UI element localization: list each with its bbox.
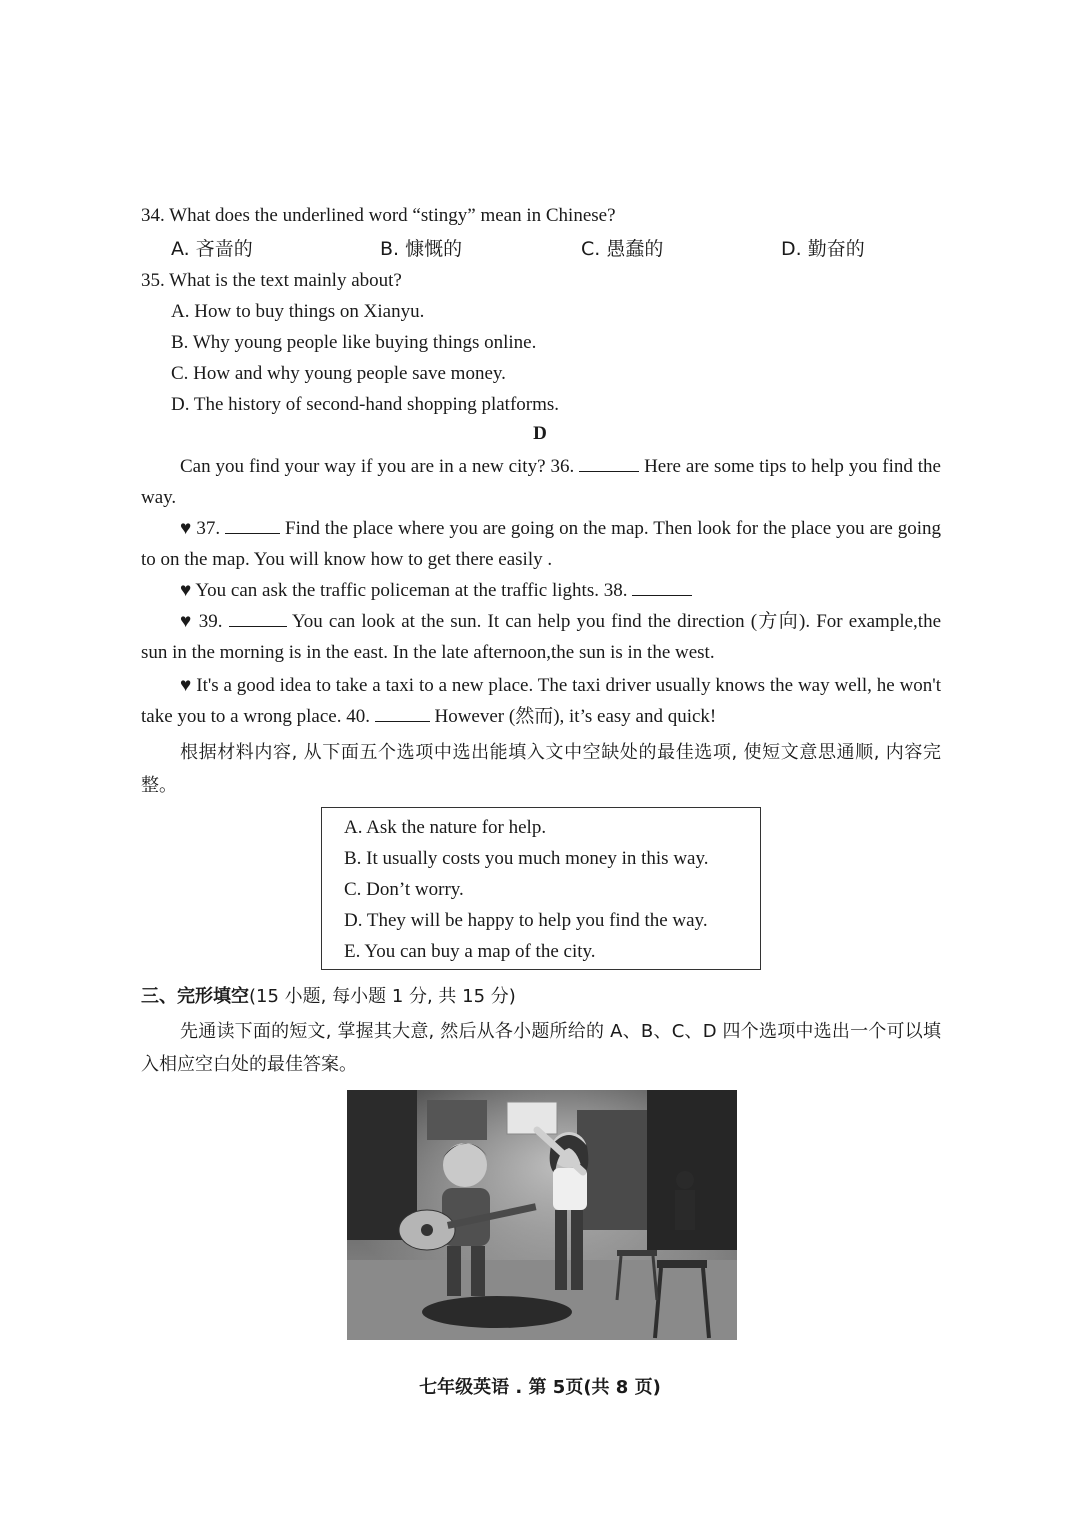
question-34-option-c: C. 愚蠢的	[581, 238, 664, 260]
question-35-stem: 35. What is the text mainly about?	[141, 270, 402, 291]
section-3-instruction: 先通读下面的短文, 掌握其大意, 然后从各小题所给的 A、B、C、D 四个选项中选出一个可以填入相应空白处的最佳答案。	[141, 1021, 941, 1075]
section-3-title: 三、完形填空	[141, 986, 249, 1007]
page-footer: 七年级英语 . 第 5页(共 8 页)	[419, 1377, 661, 1398]
question-35-option-c: C. How and why young people save money.	[171, 363, 506, 384]
paragraph-3-text-a: ♥ You can ask the traffic policeman at the traffic lights. 38.	[180, 580, 628, 601]
illustration-street-musicians	[347, 1090, 737, 1340]
question-35-option-a: A. How to buy things on Xianyu.	[171, 301, 425, 322]
option-box-item-d: D. They will be happy to help you find the way.	[344, 910, 708, 931]
paragraph-1-text-b: Here are some tips to help you find the way.	[141, 456, 941, 508]
section-3-scoring: (15 小题, 每小题 1 分, 共 15 分)	[249, 986, 516, 1007]
question-34-stem: 34. What does the underlined word “stingy” mean in Chinese?	[141, 205, 616, 226]
question-35-option-d: D. The history of second-hand shopping platforms.	[171, 394, 560, 415]
option-box	[321, 807, 761, 970]
paragraph-2-text-a: ♥ 37.	[180, 518, 221, 539]
question-34-option-b: B. 慷慨的	[380, 238, 463, 260]
option-box-item-a: A. Ask the nature for help.	[344, 817, 547, 838]
option-box-item-e: E. You can buy a map of the city.	[344, 941, 596, 962]
paragraph-4-text-b: You can look at the sun. It can help you find the direction (方向). For example,the sun in the morning is in the east. In the late afternoon,the sun is in the west.	[141, 611, 942, 663]
passage-paragraph-4	[141, 606, 941, 668]
blank-39	[229, 608, 287, 627]
blank-38	[632, 577, 692, 596]
paragraph-5-text-b: However (然而), it’s easy and quick!	[434, 706, 717, 727]
passage-paragraph-2	[141, 513, 941, 575]
paragraph-2-text-b: Find the place where you are going on the map. Then look for the place you are going to on the map. You will know how to get there easily .	[141, 518, 942, 570]
passage-instruction: 根据材料内容, 从下面五个选项中选出能填入文中空缺处的最佳选项, 使短文意思通顺, 内容完整。	[141, 742, 941, 796]
passage-paragraph-5	[141, 670, 941, 732]
option-box-item-b: B. It usually costs you much money in this way.	[344, 848, 709, 869]
paragraph-4-text-a: ♥ 39.	[180, 611, 223, 632]
question-35-option-b: B. Why young people like buying things online.	[171, 332, 537, 353]
passage-paragraph-3	[141, 575, 941, 606]
option-box-item-c: C. Don’t worry.	[344, 879, 464, 900]
passage-paragraph-1	[141, 451, 941, 513]
question-34-option-a: A. 吝啬的	[171, 238, 253, 260]
blank-36	[579, 453, 639, 472]
question-34-option-d: D. 勤奋的	[781, 238, 865, 260]
illustration-svg	[347, 1090, 737, 1340]
paragraph-1-text-a: Can you find your way if you are in a new city? 36.	[180, 456, 575, 477]
passage-heading: D	[533, 423, 547, 444]
paragraph-5-text-a: ♥ It's a good idea to take a taxi to a new place. The taxi driver usually knows the way well, he won't take you to a wrong place. 40.	[141, 675, 941, 727]
section-3-heading	[141, 982, 516, 1008]
blank-40	[375, 703, 430, 722]
blank-37	[225, 515, 280, 534]
